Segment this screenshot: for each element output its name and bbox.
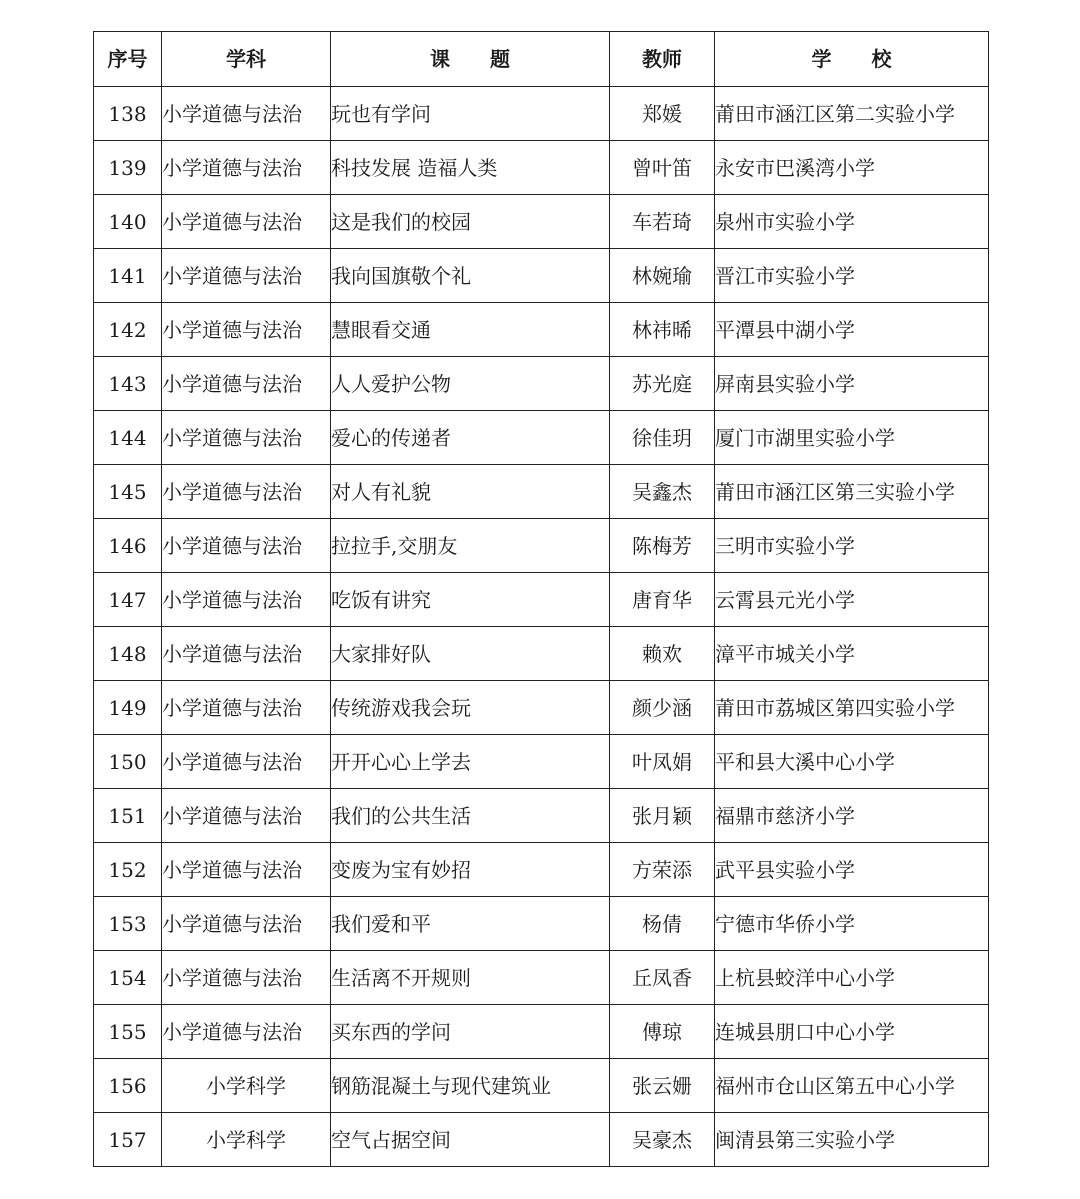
cell-school: 厦门市湖里实验小学 [715,411,989,465]
cell-teacher: 颜少涵 [610,681,715,735]
cell-teacher: 丘凤香 [610,951,715,1005]
cell-topic: 大家排好队 [331,627,610,681]
cell-teacher: 郑媛 [610,87,715,141]
cell-serial-number: 139 [94,141,162,195]
award-list-table [93,31,989,1167]
table-row [94,789,989,843]
cell-subject: 小学道德与法治 [162,789,331,843]
cell-subject: 小学道德与法治 [162,519,331,573]
cell-subject: 小学道德与法治 [162,87,331,141]
cell-serial-number: 143 [94,357,162,411]
cell-topic: 慧眼看交通 [331,303,610,357]
cell-topic: 吃饭有讲究 [331,573,610,627]
cell-school: 莆田市涵江区第二实验小学 [715,87,989,141]
cell-topic: 对人有礼貌 [331,465,610,519]
cell-school: 武平县实验小学 [715,843,989,897]
cell-subject: 小学道德与法治 [162,951,331,1005]
cell-teacher: 张月颖 [610,789,715,843]
cell-topic: 开开心心上学去 [331,735,610,789]
header-school: 学 校 [715,32,989,87]
cell-serial-number: 155 [94,1005,162,1059]
cell-topic: 我们的公共生活 [331,789,610,843]
cell-subject: 小学道德与法治 [162,735,331,789]
cell-serial-number: 149 [94,681,162,735]
header-teacher: 教师 [610,32,715,87]
cell-school: 泉州市实验小学 [715,195,989,249]
cell-subject: 小学道德与法治 [162,141,331,195]
cell-school: 福鼎市慈济小学 [715,789,989,843]
cell-school: 屏南县实验小学 [715,357,989,411]
header-row [94,32,989,87]
cell-topic: 玩也有学问 [331,87,610,141]
cell-subject: 小学道德与法治 [162,843,331,897]
cell-school: 宁德市华侨小学 [715,897,989,951]
cell-teacher: 吴豪杰 [610,1113,715,1167]
table-row [94,411,989,465]
table-row [94,627,989,681]
cell-teacher: 林祎晞 [610,303,715,357]
cell-serial-number: 145 [94,465,162,519]
cell-serial-number: 156 [94,1059,162,1113]
table-body [94,87,989,1167]
cell-teacher: 苏光庭 [610,357,715,411]
cell-teacher: 车若琦 [610,195,715,249]
table-row [94,249,989,303]
table-row [94,897,989,951]
table-row [94,303,989,357]
table-row [94,141,989,195]
cell-teacher: 张云姗 [610,1059,715,1113]
cell-topic: 钢筋混凝土与现代建筑业 [331,1059,610,1113]
cell-school: 闽清县第三实验小学 [715,1113,989,1167]
cell-topic: 爱心的传递者 [331,411,610,465]
cell-subject: 小学道德与法治 [162,249,331,303]
cell-topic: 空气占据空间 [331,1113,610,1167]
table-row [94,87,989,141]
cell-subject: 小学道德与法治 [162,357,331,411]
cell-school: 云霄县元光小学 [715,573,989,627]
cell-school: 永安市巴溪湾小学 [715,141,989,195]
cell-topic: 我向国旗敬个礼 [331,249,610,303]
cell-topic: 传统游戏我会玩 [331,681,610,735]
table-row [94,573,989,627]
cell-serial-number: 151 [94,789,162,843]
cell-serial-number: 157 [94,1113,162,1167]
cell-school: 连城县朋口中心小学 [715,1005,989,1059]
header-subject: 学科 [162,32,331,87]
cell-serial-number: 153 [94,897,162,951]
cell-serial-number: 147 [94,573,162,627]
cell-school: 晋江市实验小学 [715,249,989,303]
table-row [94,735,989,789]
cell-subject: 小学道德与法治 [162,195,331,249]
table-row [94,519,989,573]
cell-teacher: 林婉瑜 [610,249,715,303]
header-topic: 课 题 [331,32,610,87]
cell-teacher: 杨倩 [610,897,715,951]
cell-school: 平和县大溪中心小学 [715,735,989,789]
cell-teacher: 曾叶笛 [610,141,715,195]
table-row [94,951,989,1005]
table-row [94,843,989,897]
cell-topic: 生活离不开规则 [331,951,610,1005]
cell-serial-number: 150 [94,735,162,789]
cell-subject: 小学道德与法治 [162,303,331,357]
cell-serial-number: 146 [94,519,162,573]
table-row [94,1059,989,1113]
cell-school: 平潭县中湖小学 [715,303,989,357]
table-row [94,195,989,249]
cell-subject: 小学道德与法治 [162,1005,331,1059]
cell-school: 福州市仓山区第五中心小学 [715,1059,989,1113]
table-header [94,32,989,87]
cell-topic: 人人爱护公物 [331,357,610,411]
cell-topic: 买东西的学问 [331,1005,610,1059]
cell-teacher: 傅琼 [610,1005,715,1059]
table-row [94,1005,989,1059]
cell-school: 上杭县蛟洋中心小学 [715,951,989,1005]
cell-serial-number: 154 [94,951,162,1005]
cell-subject: 小学道德与法治 [162,897,331,951]
table-row [94,1113,989,1167]
cell-teacher: 方荣添 [610,843,715,897]
cell-subject: 小学道德与法治 [162,465,331,519]
header-serial-number: 序号 [94,32,162,87]
cell-teacher: 叶凤娟 [610,735,715,789]
cell-subject: 小学道德与法治 [162,411,331,465]
cell-subject: 小学科学 [162,1113,331,1167]
cell-topic: 我们爱和平 [331,897,610,951]
cell-school: 莆田市涵江区第三实验小学 [715,465,989,519]
cell-serial-number: 141 [94,249,162,303]
cell-serial-number: 148 [94,627,162,681]
cell-teacher: 唐育华 [610,573,715,627]
cell-topic: 科技发展 造福人类 [331,141,610,195]
cell-serial-number: 144 [94,411,162,465]
cell-teacher: 陈梅芳 [610,519,715,573]
cell-topic: 拉拉手,交朋友 [331,519,610,573]
table-row [94,357,989,411]
cell-serial-number: 140 [94,195,162,249]
cell-school: 漳平市城关小学 [715,627,989,681]
cell-teacher: 徐佳玥 [610,411,715,465]
table-row [94,465,989,519]
cell-teacher: 吴鑫杰 [610,465,715,519]
cell-serial-number: 138 [94,87,162,141]
cell-serial-number: 142 [94,303,162,357]
cell-subject: 小学科学 [162,1059,331,1113]
cell-topic: 变废为宝有妙招 [331,843,610,897]
cell-school: 莆田市荔城区第四实验小学 [715,681,989,735]
cell-subject: 小学道德与法治 [162,681,331,735]
table-row [94,681,989,735]
cell-serial-number: 152 [94,843,162,897]
cell-subject: 小学道德与法治 [162,627,331,681]
cell-school: 三明市实验小学 [715,519,989,573]
cell-teacher: 赖欢 [610,627,715,681]
cell-subject: 小学道德与法治 [162,573,331,627]
cell-topic: 这是我们的校园 [331,195,610,249]
